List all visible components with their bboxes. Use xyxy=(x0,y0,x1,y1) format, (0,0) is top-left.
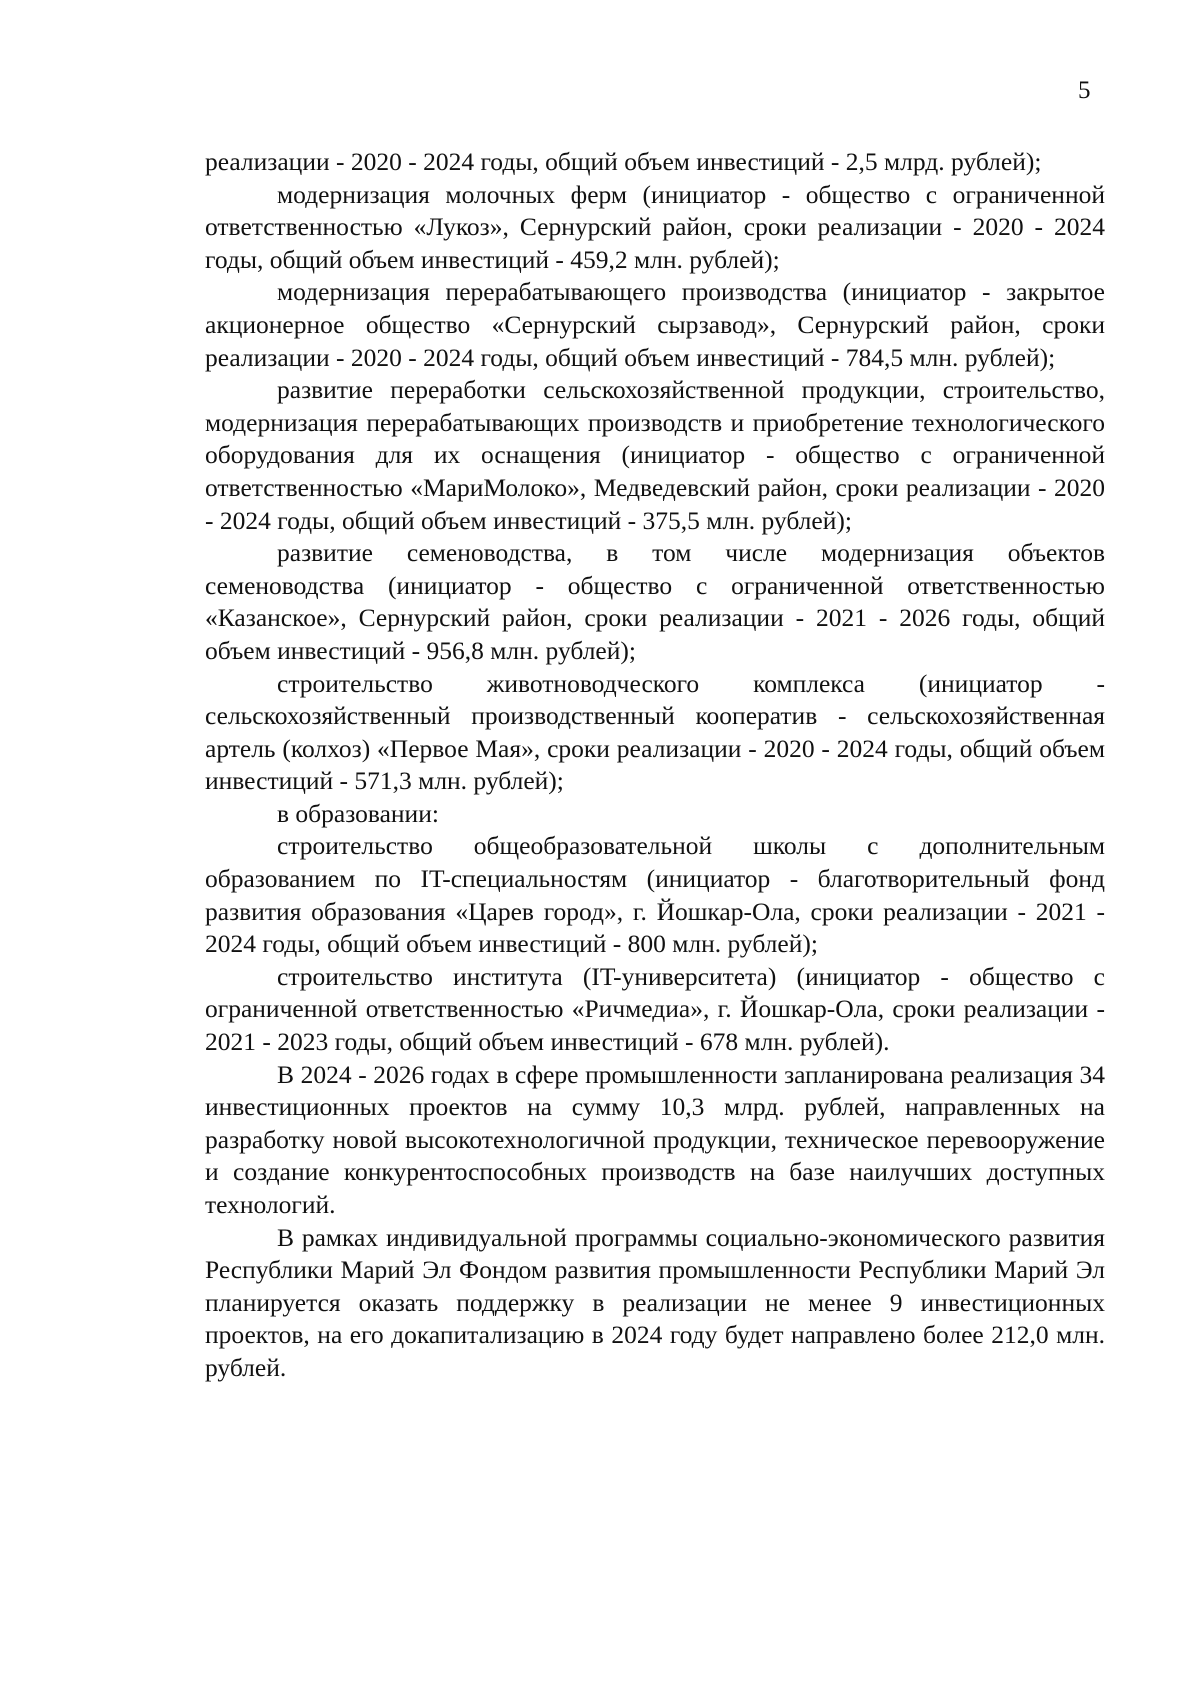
paragraph-it-university: строительство института (IT-университета) (инициатор - общество с ограниченной ответственностью «Ричмедиа», г. Йошкар-Ола, сроки реализации - 2021 - 2023 годы, общий объем инвестиций - 678 млн. рублей). xyxy=(205,961,1105,1057)
paragraph-dairy-farms: модернизация молочных ферм (инициатор - общество с ограниченной ответственностью «Лукоз», Сернурский район, сроки реализации - 2020 - 2024 годы, общий объем инвестиций - 459,2 млн. рублей); xyxy=(205,179,1105,274)
page-number: 5 xyxy=(1078,77,1091,104)
paragraph-processing: развитие переработки сельскохозяйственной продукции, строительство, модернизация перерабатывающих производств и приобретение технологического оборудования для их оснащения (инициатор - общество с ограниченной ответственностью «МариМолоко», Медведевский район, сроки реализации - 2020 - 2024 годы, общий объем инвестиций - 375,5 млн. рублей); xyxy=(205,375,1105,535)
paragraph-seed-production: развитие семеноводства, в том числе модернизация объектов семеноводства (инициатор - общество с ограниченной ответственностью «Казанское», Сернурский район, сроки реализации - 2021 - 2026 годы, общий объем инвестиций - 956,8 млн. рублей); xyxy=(205,538,1105,665)
paragraph-school: строительство общеобразовательной школы с дополнительным образованием по IT-специальностям (инициатор - благотворительный фонд развития образования «Царев город», г. Йошкар-Ола, сроки реализации - 2021 - 2024 годы, общий объем инвестиций - 800 млн. рублей); xyxy=(205,831,1105,959)
paragraph-industry: В 2024 - 2026 годах в сфере промышленности запланирована реализация 34 инвестиционных проектов на сумму 10,3 млрд. рублей, направленных на разработку новой высокотехнологичной продукции, техническое перевооружение и создание конкурентоспособных производств на базе наилучших доступных технологий. xyxy=(205,1059,1105,1219)
paragraph-continuation: реализации - 2020 - 2024 годы, общий объем инвестиций - 2,5 млрд. рублей); xyxy=(205,147,1042,176)
paragraph-livestock-complex: строительство животноводческого комплекса (инициатор - сельскохозяйственный производственный кооператив - сельскохозяйственная артель (колхоз) «Первое Мая», сроки реализации - 2020 - 2024 годы, общий объем инвестиций - 571,3 млн. рублей); xyxy=(205,668,1105,796)
paragraph-cheese-plant: модернизация перерабатывающего производства (инициатор - закрытое акционерное общество «Сернурский сырзавод», Сернурский район, сроки реализации - 2020 - 2024 годы, общий объем инвестиций - 784,5 млн. рублей); xyxy=(205,277,1105,372)
paragraph-development-fund: В рамках индивидуальной программы социально-экономического развития Республики Марий Эл Фондом развития промышленности Республики Марий Эл планируется оказать поддержку в реализации не менее 9 инвестиционных проектов, на его докапитализацию в 2024 году будет направлено более 212,0 млн. рублей. xyxy=(205,1222,1105,1382)
paragraph-education-heading: в образовании: xyxy=(277,798,439,828)
document-body xyxy=(205,146,1105,1385)
